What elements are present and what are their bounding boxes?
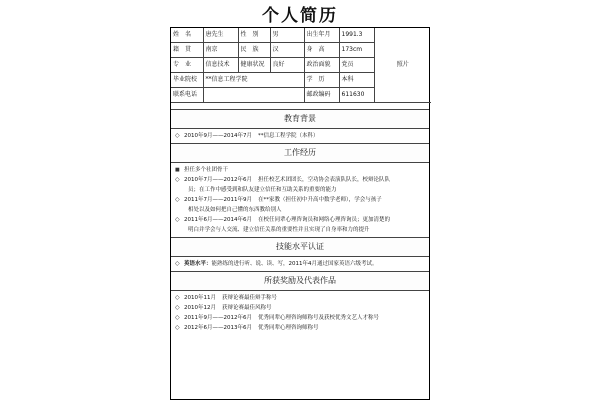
work-date: 2011年6月——2014年6月: [184, 217, 252, 223]
gender-value: 男: [270, 28, 304, 43]
height-label: 身 高: [304, 43, 339, 58]
major-label: 专 业: [171, 58, 203, 73]
diamond-bullet-icon: ◇: [175, 314, 180, 321]
page-title: 个人简历: [262, 6, 338, 26]
origin-label: 籍 贯: [171, 43, 203, 58]
birth-label: 出生年月: [304, 28, 339, 43]
ethnic-value: 汉: [270, 43, 304, 58]
ethnic-label: 民 族: [238, 43, 270, 58]
birth-value: 1991.3: [339, 28, 374, 43]
award-date: 2012年6月——2013年6月: [184, 325, 252, 331]
skills-section: [171, 257, 429, 271]
diamond-bullet-icon: ◇: [175, 260, 180, 267]
list-item: [175, 303, 425, 313]
list-item: [175, 323, 425, 333]
list-item: [175, 215, 425, 225]
education-date: 2010年9月——2014年7月: [184, 133, 252, 139]
school-value: **信息工程学院: [203, 73, 304, 88]
work-date: 2010年7月——2012年6月: [184, 177, 252, 183]
diamond-bullet-icon: ◇: [175, 324, 180, 331]
work-text: 在**家教（担任初中升高中数学老师），学会与孩子: [258, 197, 382, 203]
name-value: 唐先生: [203, 28, 238, 43]
work-heading: 工作经历: [171, 143, 429, 163]
list-item: [175, 313, 425, 323]
diamond-bullet-icon: ◇: [175, 216, 180, 223]
list-item: [175, 195, 425, 205]
list-item: [175, 293, 425, 303]
square-bullet-icon: ■: [175, 167, 180, 173]
diamond-bullet-icon: ◇: [175, 176, 180, 183]
award-text: 优秀同辈心理咨询师称号及获校优秀文艺人才称号: [258, 315, 380, 321]
photo-placeholder: 照片: [374, 28, 431, 103]
work-text-continued: 相处以及如何把自己懂的东西教给别人: [188, 207, 282, 213]
diamond-bullet-icon: ◇: [175, 132, 180, 139]
postcode-label: 邮政编码: [304, 88, 339, 103]
work-intro: 担任多个社团骨干: [184, 167, 229, 173]
award-date: 2010年11月: [184, 295, 216, 301]
origin-value: 南京: [203, 43, 238, 58]
award-text: 获辩论赛最佳风称号: [222, 305, 272, 311]
award-text: 优秀同辈心理咨询师称号: [258, 325, 319, 331]
resume-sheet: [170, 27, 430, 400]
degree-label: 学 历: [304, 73, 339, 88]
skills-heading: 技能水平认证: [171, 237, 429, 257]
list-item: [175, 165, 425, 175]
education-text: **信息工程学院（本科）: [258, 133, 319, 139]
phone-value: [203, 88, 304, 103]
degree-value: 本科: [339, 73, 374, 88]
name-label: 姓 名: [171, 28, 203, 43]
education-section: [171, 129, 429, 143]
postcode-value: 611630: [339, 88, 374, 103]
awards-section: [171, 291, 429, 335]
work-text-continued: 员；在工作中感受到和队友建立信任和互助关系的重要的能力: [188, 187, 337, 193]
list-item: [175, 131, 425, 141]
award-date: 2011年9月——2012年6月: [184, 315, 252, 321]
awards-heading: 所获奖励及代表作品: [171, 271, 429, 291]
height-value: 173cm: [339, 43, 374, 58]
phone-label: 联系电话: [171, 88, 203, 103]
basic-info-table: [171, 28, 431, 103]
political-label: 政治面貌: [304, 58, 339, 73]
work-text-continued: 明白并学会与人交流、建立信任关系的重要性并且实现了自身率和力的提升: [188, 227, 370, 233]
award-date: 2010年12月: [184, 305, 216, 311]
work-text: 担任校艺术团团长，空功协会表演队队长，校辩论队队: [258, 177, 391, 183]
gender-label: 性 别: [238, 28, 270, 43]
health-value: 良好: [270, 58, 304, 73]
health-label: 健康状况: [238, 58, 270, 73]
diamond-bullet-icon: ◇: [175, 294, 180, 301]
award-text: 获辩论赛最佳辩手称号: [222, 295, 278, 301]
list-item: [175, 259, 425, 269]
education-heading: 教育背景: [171, 109, 429, 129]
work-text: 在校任同辈心理咨询员和网络心理咨询员；更加清楚的: [258, 217, 391, 223]
skills-label: 英语水平：: [184, 261, 212, 267]
diamond-bullet-icon: ◇: [175, 304, 180, 311]
list-item: [175, 175, 425, 185]
school-label: 毕业院校: [171, 73, 203, 88]
diamond-bullet-icon: ◇: [175, 196, 180, 203]
work-section: [171, 163, 429, 237]
table-row: [171, 28, 431, 43]
political-value: 党员: [339, 58, 374, 73]
major-value: 信息技术: [203, 58, 238, 73]
skills-text: 能熟练的进行听、说、读、写，2011年4月通过国家英语六级考试。: [211, 261, 378, 267]
work-date: 2011年7月——2011年9月: [184, 197, 252, 203]
